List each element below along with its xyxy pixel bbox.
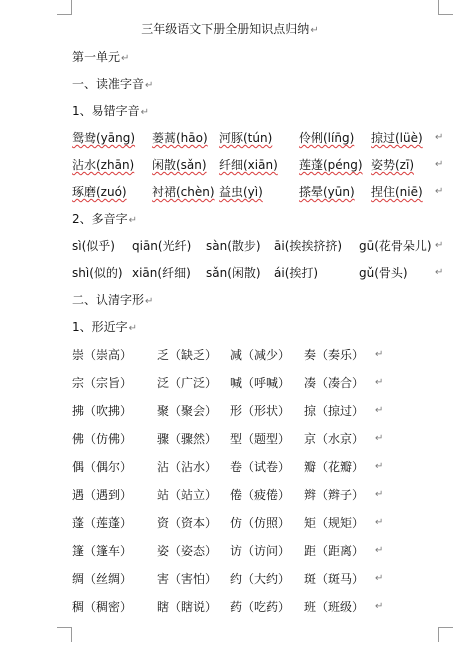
similar-form-item: 卷（试卷） bbox=[230, 460, 291, 474]
easy-pronunciation-item: 蒌蒿(hāo) bbox=[152, 131, 208, 145]
unit-heading bbox=[72, 49, 129, 67]
section-heading-forms bbox=[72, 292, 153, 310]
polyphone-item: āi(挨挨挤挤) bbox=[274, 239, 343, 253]
page-corner-mark-top-right bbox=[438, 0, 453, 15]
section-heading-text: 二、认清字形 bbox=[72, 293, 145, 307]
easy-pronunciation-item: 莲蓬(péng) bbox=[299, 158, 363, 172]
paragraph-mark-icon: ↵ bbox=[121, 53, 130, 64]
polyphone-item: ái(挨打) bbox=[274, 266, 319, 280]
similar-form-item: 仿（仿照） bbox=[230, 516, 291, 530]
similar-form-item: 泛（广泛） bbox=[157, 376, 218, 390]
similar-form-item: 矩（规矩） bbox=[304, 516, 365, 530]
similar-form-item: 奏（奏乐） bbox=[304, 348, 365, 362]
similar-form-item: 倦（疲倦） bbox=[230, 488, 291, 502]
paragraph-mark-icon: ↵ bbox=[375, 545, 384, 556]
polyphone-item: qiān(光纤) bbox=[132, 239, 192, 253]
similar-form-item: 斑（斑马） bbox=[304, 572, 365, 586]
similar-form-item: 佛（仿佛） bbox=[72, 432, 133, 446]
similar-form-item: 沾（沾水） bbox=[157, 460, 218, 474]
similar-form-item: 访（访问） bbox=[230, 544, 291, 558]
subheading-text: 1、形近字 bbox=[72, 320, 128, 334]
paragraph-mark-icon: ↵ bbox=[435, 132, 444, 143]
paragraph-mark-icon: ↵ bbox=[375, 601, 384, 612]
similar-form-item: 崇（崇高） bbox=[72, 348, 133, 362]
polyphone-item: gǔ(骨头) bbox=[359, 266, 408, 280]
similar-form-item: 害（害怕） bbox=[157, 572, 218, 586]
similar-form-item: 辫（辫子） bbox=[304, 488, 365, 502]
page-corner-mark-top-left bbox=[57, 0, 72, 15]
easy-pronunciation-item: 纤细(xiān) bbox=[219, 158, 278, 172]
paragraph-mark-icon: ↵ bbox=[375, 517, 384, 528]
easy-pronunciation-item: 掠过(lüè) bbox=[371, 131, 423, 145]
similar-form-item: 乏（缺乏） bbox=[157, 348, 218, 362]
similar-form-item: 距（距离） bbox=[304, 544, 365, 558]
subheading-text: 2、多音字 bbox=[72, 212, 128, 226]
similar-form-item: 喊（呼喊） bbox=[230, 376, 291, 390]
similar-form-item: 凑（凑合） bbox=[304, 376, 365, 390]
paragraph-mark-icon: ↵ bbox=[375, 489, 384, 500]
similar-form-item: 宗（宗旨） bbox=[72, 376, 133, 390]
unit-heading-text: 第一单元 bbox=[72, 50, 121, 64]
paragraph-mark-icon: ↵ bbox=[375, 377, 384, 388]
similar-form-item: 聚（聚会） bbox=[157, 404, 218, 418]
paragraph-mark-icon: ↵ bbox=[145, 80, 154, 91]
similar-form-item: 稠（稠密） bbox=[72, 600, 133, 614]
polyphone-item: sàn(散步) bbox=[206, 239, 261, 253]
similar-form-item: 蓬（莲蓬） bbox=[72, 516, 133, 530]
easy-pronunciation-item: 伶俐(lín̄g) bbox=[299, 131, 355, 145]
paragraph-mark-icon: ↵ bbox=[435, 186, 444, 197]
paragraph-mark-icon: ↵ bbox=[435, 267, 444, 278]
easy-pronunciation-item: 琢磨(zuó) bbox=[72, 185, 127, 199]
paragraph-mark-icon: ↵ bbox=[128, 215, 138, 226]
similar-form-item: 偶（偶尔） bbox=[72, 460, 133, 474]
paragraph-mark-icon: ↵ bbox=[375, 405, 384, 416]
similar-form-item: 型（题型） bbox=[230, 432, 291, 446]
subheading-polyphones bbox=[72, 211, 137, 229]
similar-form-item: 资（资本） bbox=[157, 516, 218, 530]
paragraph-mark-icon: ↵ bbox=[145, 296, 154, 307]
similar-form-item: 遇（遇到） bbox=[72, 488, 133, 502]
paragraph-mark-icon: ↵ bbox=[435, 159, 444, 170]
section-heading-text: 一、读准字音 bbox=[72, 77, 145, 91]
similar-form-item: 瞎（瞎说） bbox=[157, 600, 218, 614]
similar-form-item: 药（吃药） bbox=[230, 600, 291, 614]
similar-form-item: 姿（姿态） bbox=[157, 544, 218, 558]
similar-form-item: 骤（骤然） bbox=[157, 432, 218, 446]
page-corner-mark-bottom-right bbox=[438, 627, 453, 642]
document-title-text: 三年级语文下册全册知识点归纳 bbox=[141, 22, 310, 36]
document-title bbox=[0, 20, 460, 37]
paragraph-mark-icon: ↵ bbox=[375, 573, 384, 584]
paragraph-mark-icon: ↵ bbox=[140, 107, 150, 118]
polyphone-item: xiān(纤细) bbox=[132, 266, 191, 280]
paragraph-mark-icon: ↵ bbox=[375, 433, 384, 444]
similar-form-item: 形（形状） bbox=[230, 404, 291, 418]
easy-pronunciation-item: 闲散(sǎn) bbox=[152, 158, 207, 172]
polyphone-item: sǎn(闲散) bbox=[206, 266, 261, 280]
similar-form-item: 京（水京） bbox=[304, 432, 365, 446]
easy-pronunciation-item: 益虫(yì) bbox=[219, 185, 263, 199]
similar-form-item: 掠（掠过） bbox=[304, 404, 365, 418]
similar-form-item: 站（站立） bbox=[157, 488, 218, 502]
easy-pronunciation-item: 姿势(zī) bbox=[371, 158, 414, 172]
paragraph-mark-icon: ↵ bbox=[375, 349, 384, 360]
easy-pronunciation-item: 衬裙(chèn) bbox=[152, 185, 215, 199]
similar-form-item: 班（班级） bbox=[304, 600, 365, 614]
easy-pronunciation-item: 捏住(niē) bbox=[371, 185, 423, 199]
paragraph-mark-icon: ↵ bbox=[128, 323, 138, 334]
paragraph-mark-icon: ↵ bbox=[375, 461, 384, 472]
similar-form-item: 约（大约） bbox=[230, 572, 291, 586]
similar-form-item: 绸（丝绸） bbox=[72, 572, 133, 586]
subheading-text: 1、易错字音 bbox=[72, 104, 140, 118]
polyphone-item: shì(似的) bbox=[72, 266, 123, 280]
easy-pronunciation-item: 搽晕(yūn) bbox=[299, 185, 355, 199]
polyphone-item: gū(花骨朵儿) bbox=[359, 239, 432, 253]
similar-form-item: 减（减少） bbox=[230, 348, 291, 362]
subheading-easy-mistakes bbox=[72, 103, 149, 121]
easy-pronunciation-item: 河豚(tún) bbox=[219, 131, 273, 145]
similar-form-item: 篷（篷车） bbox=[72, 544, 133, 558]
similar-form-item: 拂（吹拂） bbox=[72, 404, 133, 418]
easy-pronunciation-item: 鸳鸯(yāng) bbox=[72, 131, 136, 145]
paragraph-mark-icon: ↵ bbox=[310, 25, 319, 36]
paragraph-mark-icon: ↵ bbox=[435, 240, 444, 251]
easy-pronunciation-item: 沾水(zhān) bbox=[72, 158, 135, 172]
page-corner-mark-bottom-left bbox=[57, 627, 72, 642]
subheading-similar-forms bbox=[72, 319, 137, 337]
section-heading-pronunciation bbox=[72, 76, 153, 94]
polyphone-item: sì(似乎) bbox=[72, 239, 115, 253]
similar-form-item: 瓣（花瓣） bbox=[304, 460, 365, 474]
